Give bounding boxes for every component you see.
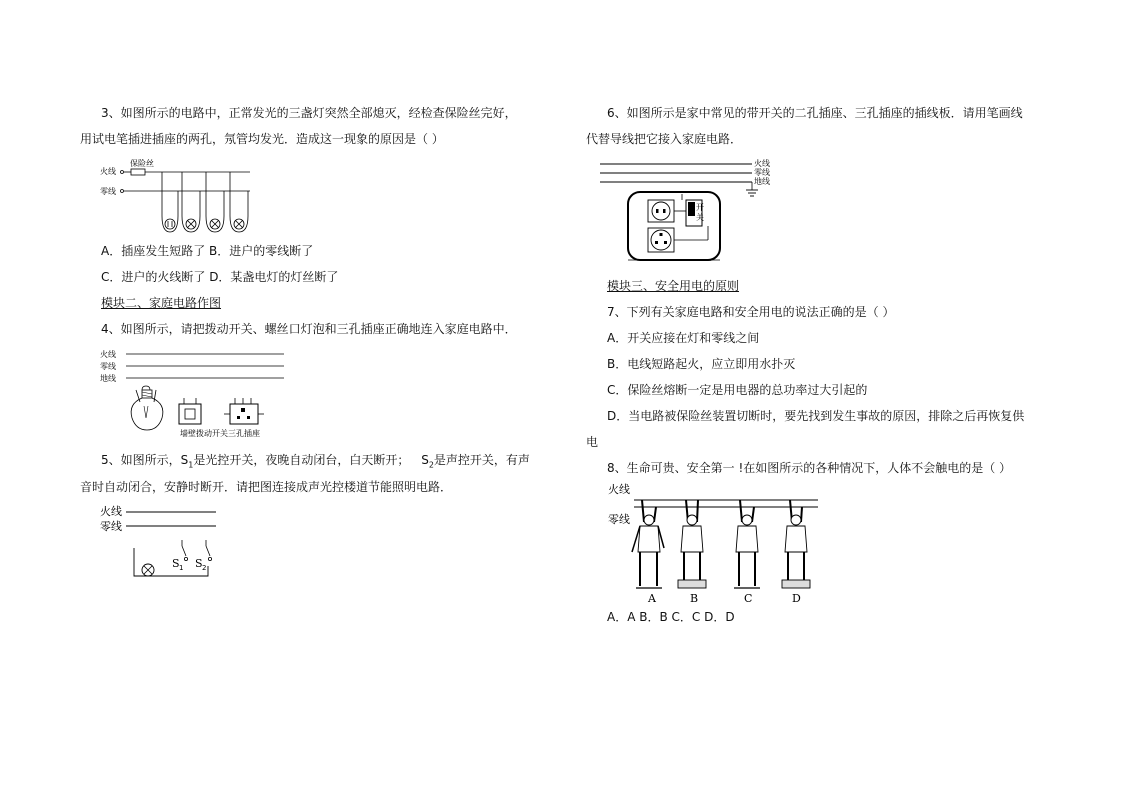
q3-live-label: 火线 <box>100 167 116 176</box>
q5-s1-symbol: S <box>180 453 189 467</box>
q5-s1-subscript: 1 <box>188 460 194 470</box>
q7-option-d-line1: D．当电路被保险丝装置切断时，要先找到发生事故的原因，排除之后再恢复供 <box>607 409 1025 423</box>
q8-label-c: C <box>744 592 753 605</box>
q8-label-b: B <box>690 592 699 605</box>
q4-socket-label: 三孔插座 <box>228 429 260 438</box>
q3-neutral-label: 零线 <box>100 187 116 196</box>
q8-label-a: A <box>648 592 656 605</box>
q7-option-c: C．保险丝熔断一定是用电器的总功率过大引起的 <box>607 383 868 397</box>
q8-label-d: D <box>792 592 801 605</box>
q8-person-b <box>678 500 706 588</box>
q5-text-c: 是声控开关，有声 <box>433 453 530 467</box>
q4-bulb-icon <box>131 386 163 430</box>
q4-wall-switch-icon <box>179 398 201 424</box>
q7-option-d-line2: 电 <box>586 435 599 449</box>
q6-three-pin-socket-icon <box>648 228 674 252</box>
q3-fuse-label: 保险丝 <box>130 159 154 168</box>
q6-live-label: 火线 <box>754 159 770 168</box>
q3-stem-line1: 3、如图所示的电路中，正常发光的三盏灯突然全部熄灭，经检查保险丝完好， <box>101 106 517 120</box>
q5-s2-label-sub: 2 <box>202 564 207 572</box>
q8-electrocution-figure <box>606 482 822 606</box>
q6-ground-label: 地线 <box>754 177 770 186</box>
q3-circuit-figure <box>98 156 258 236</box>
q8-live-label: 火线 <box>608 483 630 496</box>
q6-switch-char-2: 关 <box>696 213 704 222</box>
q5-text-a: 5、如图所示， <box>101 453 181 467</box>
q4-stem: 4、如图所示，请把拨动开关、螺丝口灯泡和三孔插座正确地连入家庭电路中． <box>101 322 517 336</box>
q5-circuit-figure <box>98 504 223 584</box>
q5-s1-label: S <box>172 557 180 570</box>
q5-stem-line2: 音时自动闭合，安静时断开．请把图连接成声光控楼道节能照明电路． <box>80 480 453 494</box>
q6-switch-char-1: 开 <box>696 203 704 212</box>
q4-live-label: 火线 <box>100 350 116 359</box>
q6-neutral-label: 零线 <box>754 168 770 177</box>
q5-s2-switch-icon <box>206 540 212 561</box>
q5-lamp-icon <box>142 564 154 576</box>
q5-text-b: 是光控开关，夜晚自动闭台，白天断开； <box>193 453 410 467</box>
q6-two-pin-socket-icon <box>648 200 674 222</box>
q8-neutral-label: 零线 <box>608 513 630 526</box>
q6-stem-line1: 6、如图所示是家中常见的带开关的二孔插座、三孔插座的插线板．请用笔画线 <box>607 106 1023 120</box>
q3-options-ab: A．插座发生短路了 B．进户的零线断了 <box>101 244 314 258</box>
q6-stem-line2: 代替导线把它接入家庭电路． <box>586 132 743 146</box>
q5-s1-label-sub: 1 <box>179 564 184 572</box>
q7-option-a: A．开关应接在灯和零线之间 <box>607 331 760 345</box>
q7-option-b: B．电线短路起火，应立即用水扑灭 <box>607 357 796 371</box>
module2-title: 模块二、家庭电路作图 <box>101 296 222 310</box>
q5-live-label: 火线 <box>100 505 122 518</box>
q8-person-d <box>782 500 810 588</box>
q5-s2-label: S <box>195 557 203 570</box>
q4-three-pin-socket-icon <box>224 398 264 424</box>
q5-stem-line1 <box>101 453 530 472</box>
q4-neutral-label: 零线 <box>100 362 116 371</box>
q3-stem-line2: 用试电笔插进插座的两孔，氖管均发光．造成这一现象的原因是（ ） <box>80 132 444 146</box>
q4-wiring-figure <box>98 346 288 442</box>
q8-person-c <box>734 500 760 588</box>
q8-stem: 8、生命可贵、安全第一 !在如图所示的各种情况下，人体不会触电的是（ ） <box>607 461 1012 475</box>
q5-s1-switch-icon <box>182 540 188 561</box>
q5-s2-subscript: 2 <box>428 460 434 470</box>
q5-s2-symbol: S <box>421 453 429 467</box>
q7-stem: 7、下列有关家庭电路和安全用电的说法正确的是（ ） <box>607 305 895 319</box>
q6-power-strip-figure <box>600 154 780 266</box>
q4-switch-label: 墙壁拨动开关 <box>180 429 228 438</box>
module3-title: 模块三、安全用电的原则 <box>607 279 740 293</box>
q3-options-cd: C．进户的火线断了 D．某盏电灯的灯丝断了 <box>101 270 339 284</box>
q5-neutral-label: 零线 <box>100 520 122 533</box>
q8-person-a <box>632 500 664 588</box>
q8-options: A．A B．B C．C D．D <box>607 610 735 624</box>
q4-ground-label: 地线 <box>100 374 116 383</box>
